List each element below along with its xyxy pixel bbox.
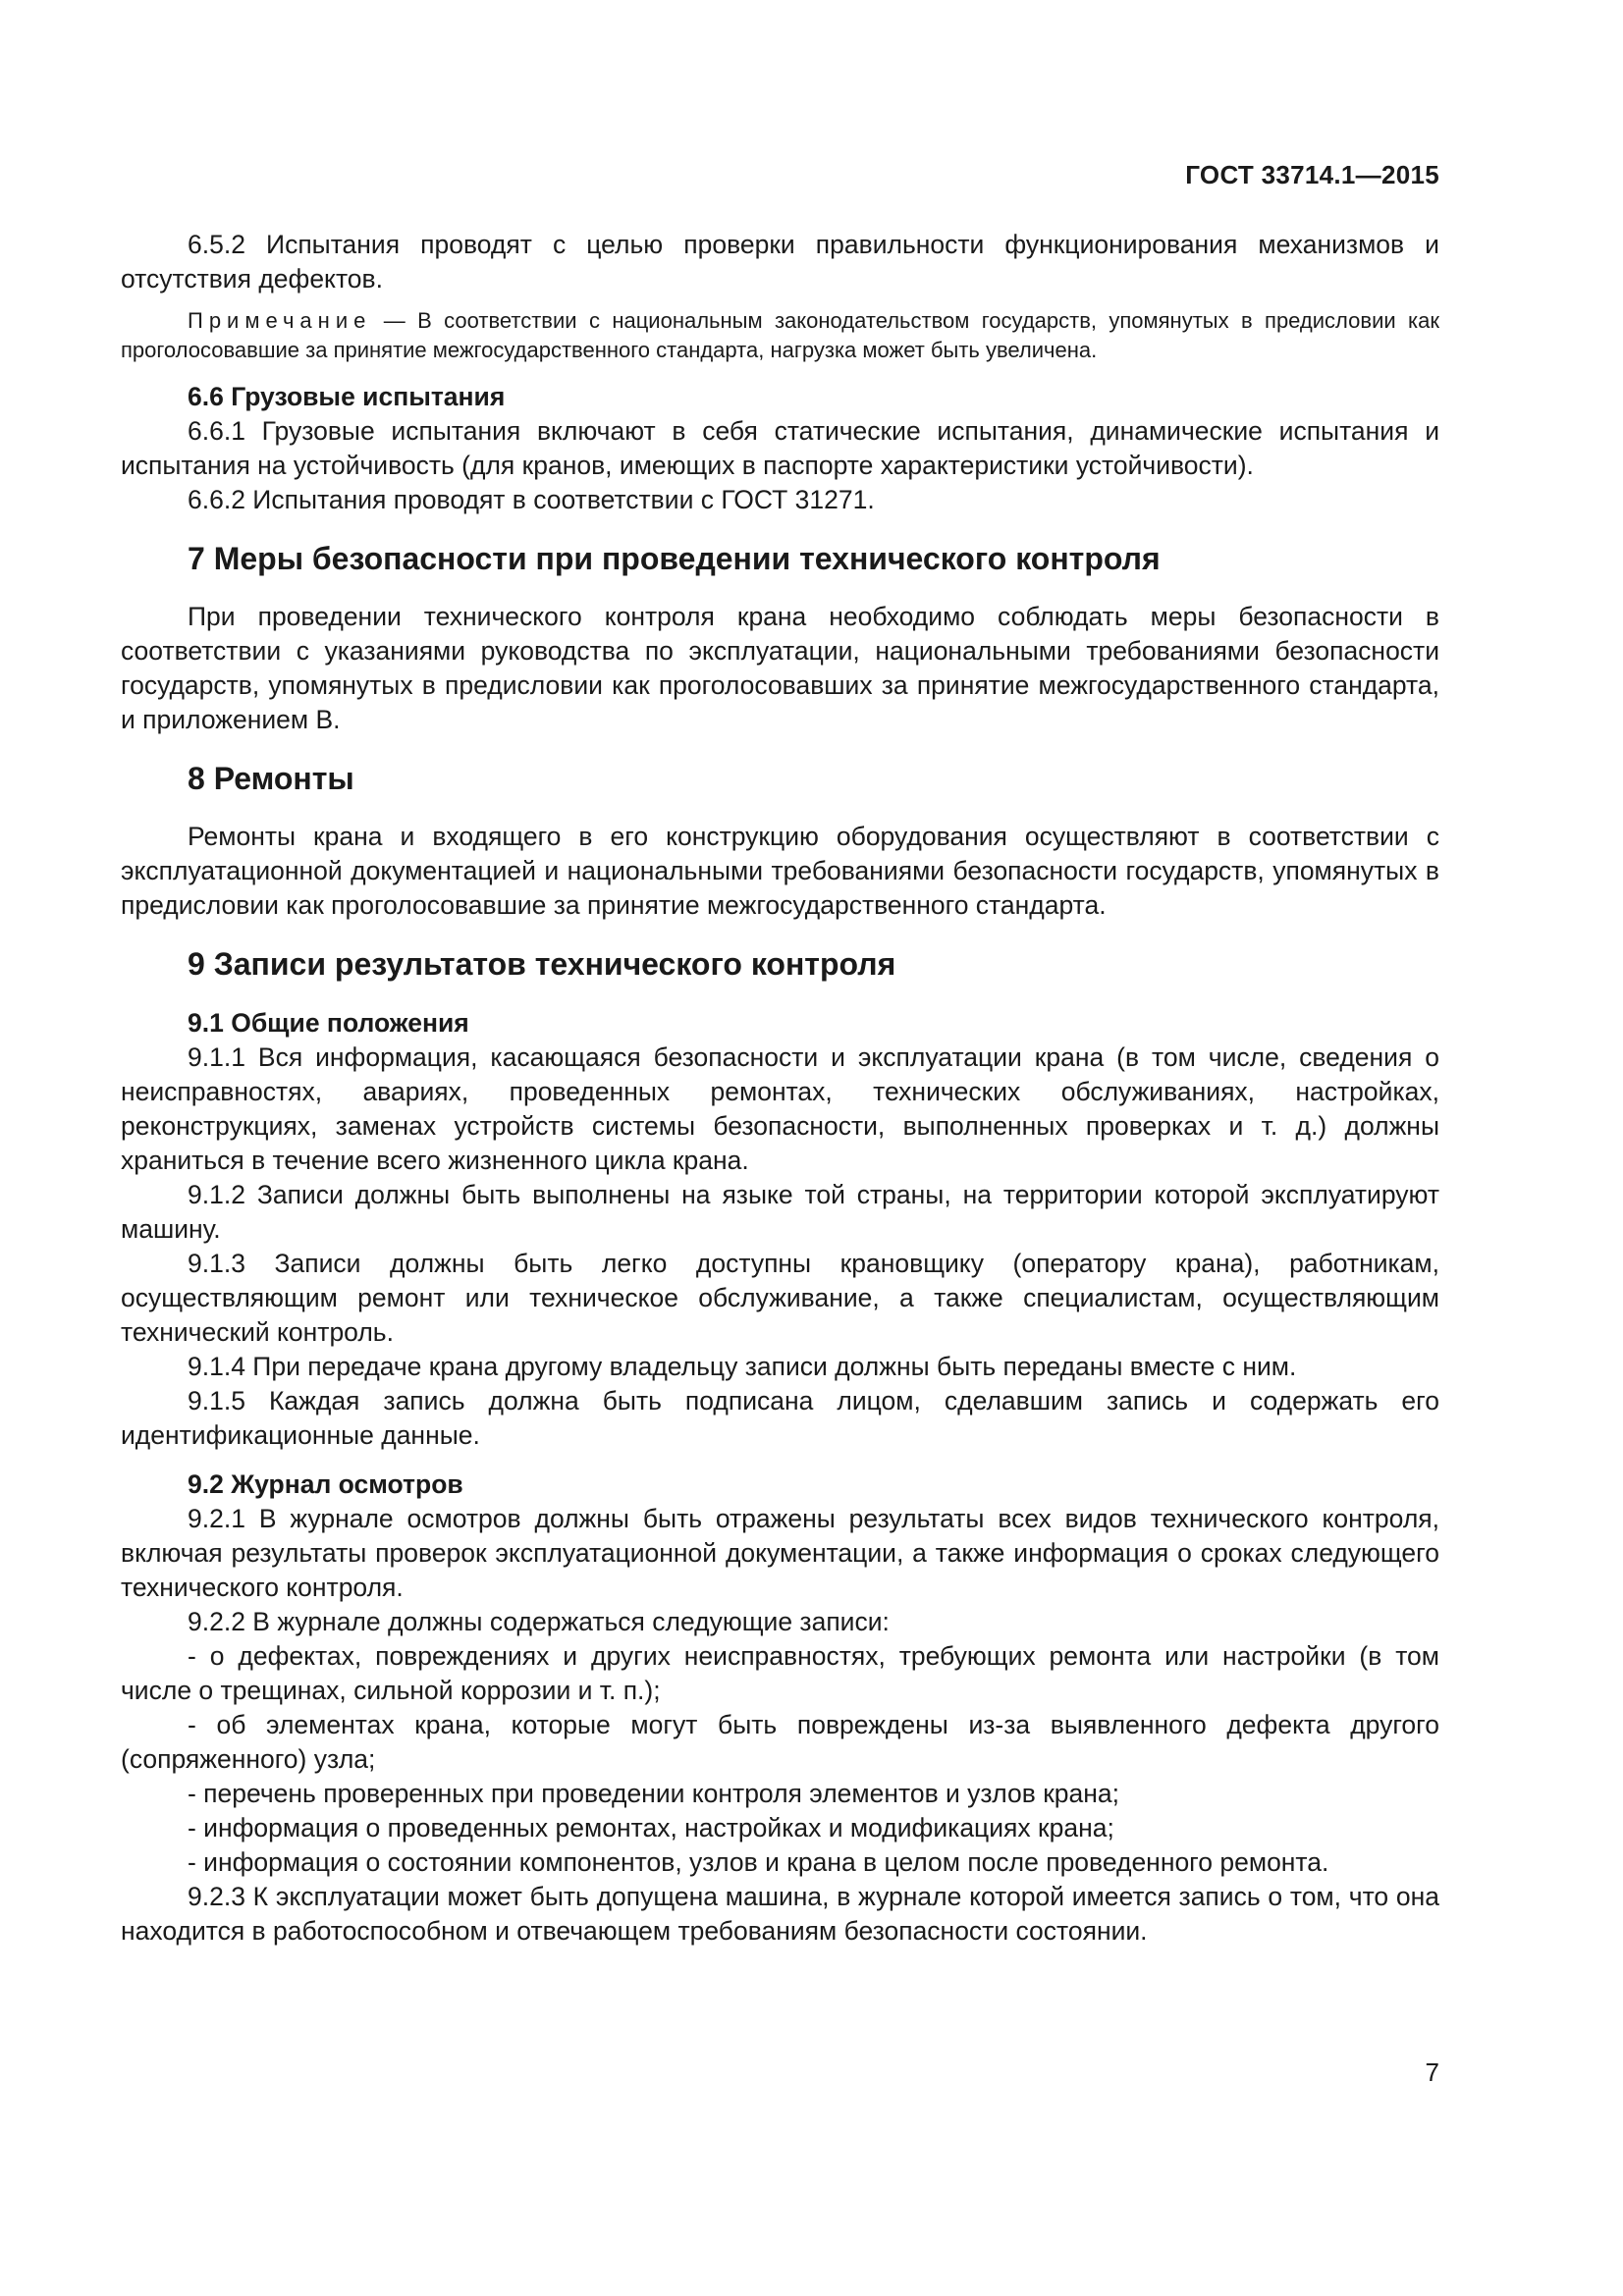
paragraph-9-1-1: 9.1.1 Вся информация, касающаяся безопасности и эксплуатации крана (в том числе, сведения о неисправностях, авариях, проведенных ремонтах, технических обслуживаниях, настройках, реконструкциях, заменах устройств системы безопасности, выполненных проверках и т. д.) должны храниться в течение всего жизненного цикла крана. bbox=[121, 1042, 1439, 1175]
paragraph-9-1-4: 9.1.4 При передаче крана другому владельцу записи должны быть переданы вместе с ним. bbox=[188, 1352, 1297, 1381]
paragraph-9-2-2: 9.2.2 В журнале должны содержаться следующие записи: bbox=[188, 1607, 890, 1636]
heading-6-6: 6.6 Грузовые испытания bbox=[188, 382, 506, 411]
heading-9-2: 9.2 Журнал осмотров bbox=[188, 1469, 463, 1499]
heading-9-1: 9.1 Общие положения bbox=[188, 1008, 469, 1038]
page-number: 7 bbox=[1425, 2057, 1439, 2087]
note bbox=[121, 306, 1439, 365]
heading-8: 8 Ремонты bbox=[188, 761, 354, 796]
paragraph-6-6-2: 6.6.2 Испытания проводят в соответствии с ГОСТ 31271. bbox=[188, 485, 875, 514]
paragraph-9-1-5: 9.1.5 Каждая запись должна быть подписана лицом, сделавшим запись и содержать его идентификационные данные. bbox=[121, 1386, 1439, 1450]
paragraph-9-1-2: 9.1.2 Записи должны быть выполнены на языке той страны, на территории которой эксплуатируют машину. bbox=[121, 1180, 1439, 1244]
list-item: - информация о состоянии компонентов, узлов и крана в целом после проведенного ремонта. bbox=[188, 1847, 1329, 1877]
document-body bbox=[121, 228, 1439, 1949]
note-text: — В соответствии с национальным законодательством государств, упомянутых в предисловии как проголосовавшие за принятие межгосударственного стандарта, нагрузка может быть увеличена. bbox=[121, 308, 1439, 362]
list-item: - о дефектах, повреждениях и других неисправностях, требующих ремонта или настройки (в том числе о трещинах, сильной коррозии и т. п.); bbox=[121, 1641, 1439, 1705]
paragraph-9-2-1: 9.2.1 В журнале осмотров должны быть отражены результаты всех видов технического контроля, включая результаты проверок эксплуатационной документации, а также информация о сроках следующего технического контроля. bbox=[121, 1504, 1439, 1602]
paragraph-7: При проведении технического контроля крана необходимо соблюдать меры безопасности в соответствии с указаниями руководства по эксплуатации, национальными требованиями безопасности государств, упомянутых в предисловии как проголосовавших за принятие межгосударственного стандарта, и приложением В. bbox=[121, 602, 1439, 734]
heading-9: 9 Записи результатов технического контроля bbox=[188, 946, 896, 982]
heading-7: 7 Меры безопасности при проведении технического контроля bbox=[188, 541, 1161, 576]
paragraph-9-1-3: 9.1.3 Записи должны быть легко доступны крановщику (оператору крана), работникам, осуществляющим ремонт или техническое обслуживание, а также специалистам, осуществляющим технический контроль. bbox=[121, 1249, 1439, 1347]
paragraph-8: Ремонты крана и входящего в его конструкцию оборудования осуществляют в соответствии с эксплуатационной документацией и национальными требованиями безопасности государств, упомянутых в предисловии как проголосовавшие за принятие межгосударственного стандарта. bbox=[121, 822, 1439, 920]
paragraph-6-6-1: 6.6.1 Грузовые испытания включают в себя статические испытания, динамические испытания и испытания на устойчивость (для кранов, имеющих в паспорте характеристики устойчивости). bbox=[121, 416, 1439, 480]
paragraph-9-2-3: 9.2.3 К эксплуатации может быть допущена машина, в журнале которой имеется запись о том, что она находится в работоспособном и отвечающем требованиям безопасности состоянии. bbox=[121, 1882, 1439, 1946]
document-header: ГОСТ 33714.1—2015 bbox=[1185, 160, 1439, 189]
list-item: - об элементах крана, которые могут быть повреждены из-за выявленного дефекта другого (сопряженного) узла; bbox=[121, 1710, 1439, 1774]
list-item: - перечень проверенных при проведении контроля элементов и узлов крана; bbox=[188, 1779, 1120, 1808]
note-label: Примечание bbox=[188, 308, 372, 333]
list-item: - информация о проведенных ремонтах, настройках и модификациях крана; bbox=[188, 1813, 1114, 1842]
paragraph-6-5-2: 6.5.2 Испытания проводят с целью проверки правильности функционирования механизмов и отсутствия дефектов. bbox=[121, 230, 1439, 294]
